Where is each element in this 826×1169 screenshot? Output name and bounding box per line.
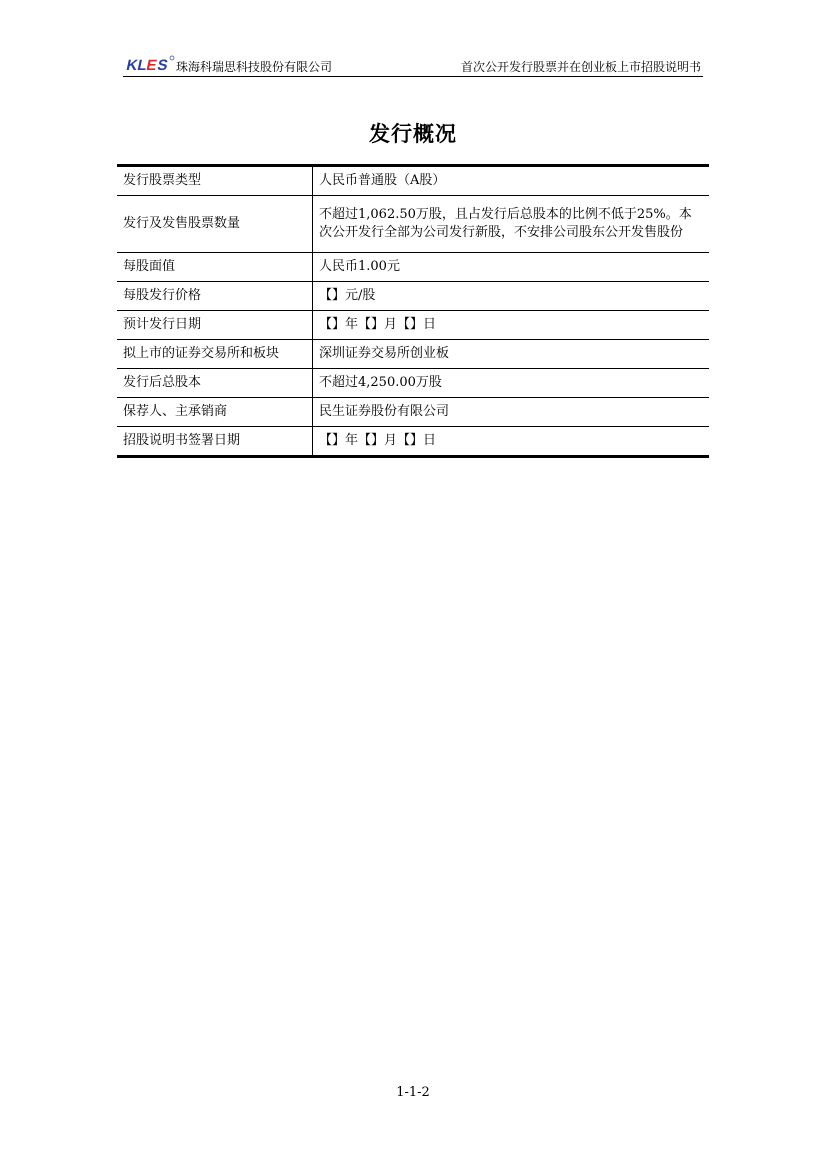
table-row	[117, 398, 709, 427]
row-value: 人民币1.00元	[313, 253, 710, 282]
table-row	[117, 369, 709, 398]
company-name: 珠海科瑞思科技股份有限公司	[176, 60, 333, 74]
row-key: 招股说明书签署日期	[117, 427, 313, 457]
row-key: 发行及发售股票数量	[117, 196, 313, 253]
offering-overview-table	[117, 164, 709, 458]
svg-text:S: S	[155, 57, 170, 74]
table-row	[117, 196, 709, 253]
company-logo	[123, 54, 175, 74]
svg-text:E: E	[144, 57, 159, 74]
row-key: 每股面值	[117, 253, 313, 282]
page-title: 发行概况	[369, 122, 457, 146]
svg-text:L: L	[135, 57, 149, 74]
row-value: 【】年【】月【】日	[313, 311, 710, 340]
table-row	[117, 282, 709, 311]
row-value: 不超过4,250.00万股	[313, 369, 710, 398]
svg-text:K: K	[124, 57, 140, 74]
row-key: 预计发行日期	[117, 311, 313, 340]
row-value: 【】年【】月【】日	[313, 427, 710, 457]
table-row	[117, 427, 709, 457]
row-value: 深圳证券交易所创业板	[313, 340, 710, 369]
row-value: 人民币普通股（A股）	[319, 173, 446, 188]
row-key: 保荐人、主承销商	[117, 398, 313, 427]
table-row	[117, 253, 709, 282]
page-header	[123, 52, 703, 77]
document-title: 首次公开发行股票并在创业板上市招股说明书	[460, 60, 701, 74]
row-value: 【】元/股	[313, 282, 710, 311]
row-key: 每股发行价格	[117, 282, 313, 311]
page-number: 1-1-2	[396, 1085, 430, 1100]
table-row	[117, 311, 709, 340]
row-key: 拟上市的证券交易所和板块	[117, 340, 313, 369]
row-value: 不超过1,062.50万股，且占发行后总股本的比例不低于25%。本次公开发行全部为公司发行新股，不安排公司股东公开发售股份	[313, 196, 710, 253]
row-value: 民生证券股份有限公司	[313, 398, 710, 427]
row-key: 发行股票类型	[117, 166, 313, 196]
row-key: 发行后总股本	[117, 369, 313, 398]
table-row	[117, 166, 709, 196]
table-row	[117, 340, 709, 369]
